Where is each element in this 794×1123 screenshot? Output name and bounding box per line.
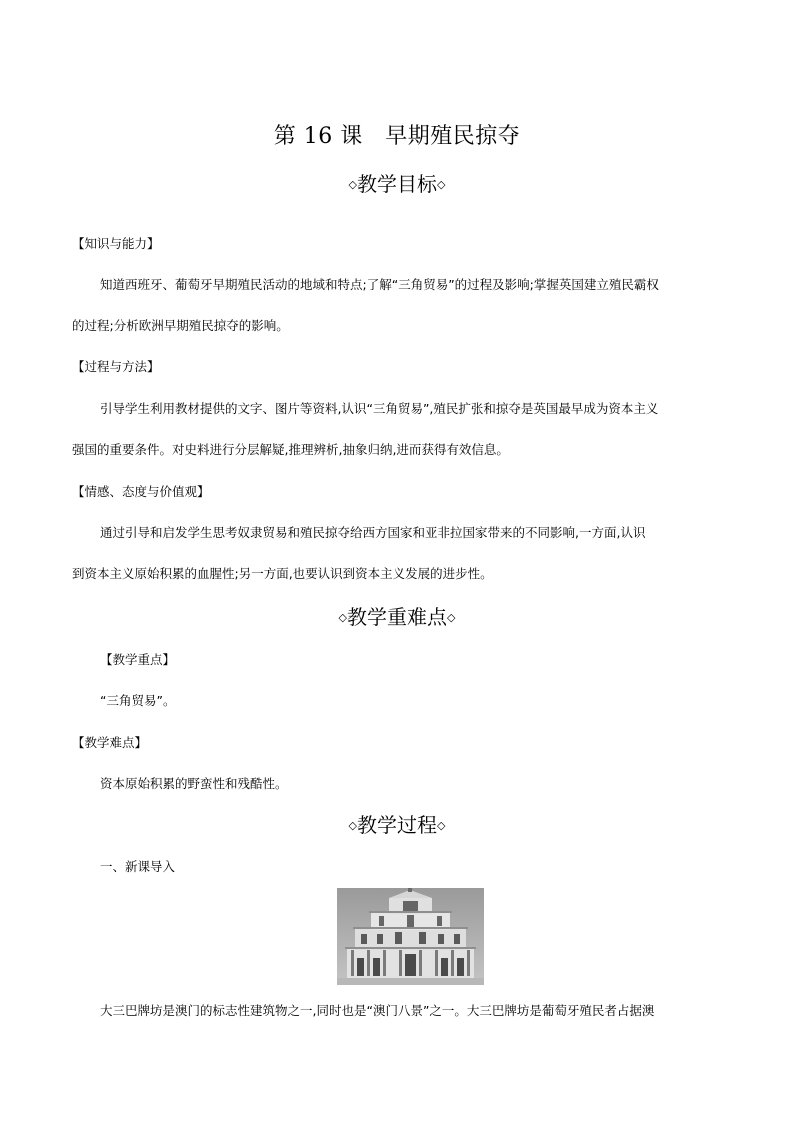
diamond-icon: ◇ xyxy=(348,818,357,832)
diamond-icon: ◇ xyxy=(338,610,347,624)
attitude-label: 【情感、态度与价值观】 xyxy=(72,484,210,499)
diamond-icon: ◇ xyxy=(437,177,446,191)
diamond-icon: ◇ xyxy=(447,610,456,624)
section-heading-key-difficult: ◇教学重难点◇ xyxy=(338,605,456,629)
knowledge-text-line2: 的过程;分析欧洲早期殖民掠夺的影响。 xyxy=(72,318,289,333)
method-label: 【过程与方法】 xyxy=(72,359,160,374)
diamond-icon: ◇ xyxy=(437,818,446,832)
ruins-of-st-paul-photo xyxy=(337,888,484,985)
method-text-line1: 引导学生利用教材提供的文字、图片等资料,认识“三角贸易”,殖民扩张和掠夺是英国最早成为资本主义 xyxy=(100,401,659,416)
diamond-icon: ◇ xyxy=(348,177,357,191)
attitude-text-line1: 通过引导和启发学生思考奴隶贸易和殖民掠夺给西方国家和亚非拉国家带来的不同影响,一方面,认识 xyxy=(100,525,646,540)
method-text-line2: 强国的重要条件。对史料进行分层解疑,推理辨析,抽象归纳,进而获得有效信息。 xyxy=(72,442,509,457)
intro-heading: 一、新课导入 xyxy=(100,859,176,874)
difficult-point-text: 资本原始积累的野蛮性和残酷性。 xyxy=(100,776,288,791)
section-heading-objectives: ◇教学目标◇ xyxy=(348,172,446,196)
key-point-label: 【教学重点】 xyxy=(100,652,176,667)
section-heading-process: ◇教学过程◇ xyxy=(348,813,446,837)
difficult-point-label: 【教学难点】 xyxy=(72,735,148,750)
knowledge-label: 【知识与能力】 xyxy=(72,236,160,251)
attitude-text-line2: 到资本主义原始积累的血腥性;另一方面,也要认识到资本主义发展的进步性。 xyxy=(72,566,493,581)
intro-paragraph-line1: 大三巴牌坊是澳门的标志性建筑物之一,同时也是“澳门八景”之一。大三巴牌坊是葡萄牙殖民者占据澳 xyxy=(100,1003,655,1018)
key-point-text: “三角贸易”。 xyxy=(100,693,176,708)
knowledge-text-line1: 知道西班牙、葡萄牙早期殖民活动的地域和特点;了解“三角贸易”的过程及影响;掌握英国建立殖民霸权 xyxy=(100,277,659,292)
lesson-title: 第 16 课 早期殖民掠夺 xyxy=(273,124,521,149)
